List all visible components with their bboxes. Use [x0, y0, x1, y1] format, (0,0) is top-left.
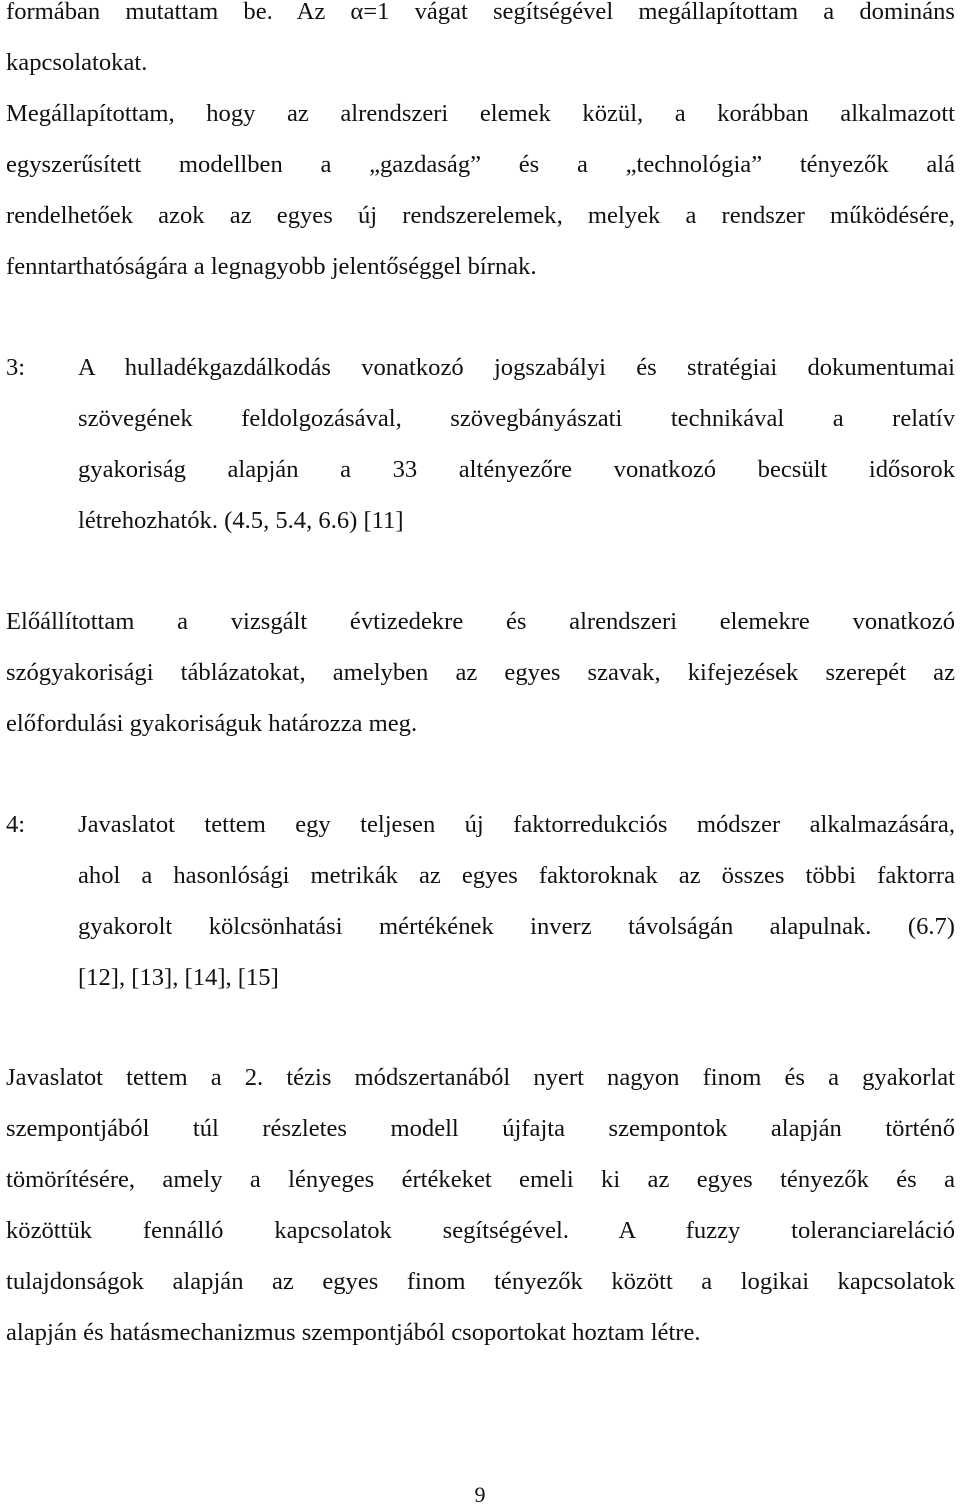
- text-line: egyszerűsített modellben a „gazdaság” és a „technológia” tényezők alá: [6, 151, 955, 178]
- text-line: közöttük fennálló kapcsolatok segítségével. A fuzzy toleranciareláció: [6, 1217, 955, 1244]
- text-line: tulajdonságok alapján az egyes finom tényezők között a logikai kapcsolatok: [6, 1268, 955, 1295]
- text-line: előfordulási gyakoriságuk határozza meg.: [6, 710, 418, 737]
- text-line: Javaslatot tettem egy teljesen új faktorredukciós módszer alkalmazására,: [78, 811, 955, 838]
- text-line: formában mutattam be. Az α=1 vágat segítségével megállapítottam a domináns: [6, 0, 955, 25]
- text-line: szövegének feldolgozásával, szövegbányászati technikával a relatív: [78, 405, 955, 432]
- text-line: rendelhetőek azok az egyes új rendszerelemek, melyek a rendszer működésére,: [6, 202, 955, 229]
- text-line: [12], [13], [14], [15]: [78, 964, 279, 991]
- text-line: tömörítésére, amely a lényeges értékeket emeli ki az egyes tényezők és a: [6, 1166, 955, 1193]
- text-line: Előállítottam a vizsgált évtizedekre és alrendszeri elemekre vonatkozó: [6, 608, 955, 635]
- text-line: alapján és hatásmechanizmus szempontjából csoportokat hoztam létre.: [6, 1319, 701, 1346]
- text-line: létrehozhatók. (4.5, 5.4, 6.6) [11]: [78, 507, 404, 534]
- text-line: gyakoriság alapján a 33 altényezőre vonatkozó becsült idősorok: [78, 456, 955, 483]
- thesis-number: 4:: [6, 811, 26, 838]
- text-line: gyakorolt kölcsönhatási mértékének inverz távolságán alapulnak. (6.7): [78, 913, 955, 940]
- page-number: 9: [474, 1482, 486, 1507]
- text-line: Megállapítottam, hogy az alrendszeri elemek közül, a korábban alkalmazott: [6, 100, 955, 127]
- text-line: szempontjából túl részletes modell újfajta szempontok alapján történő: [6, 1115, 955, 1142]
- text-line: szógyakorisági táblázatokat, amelyben az egyes szavak, kifejezések szerepét az: [6, 659, 955, 686]
- text-line: Javaslatot tettem a 2. tézis módszertanából nyert nagyon finom és a gyakorlat: [6, 1064, 955, 1091]
- text-line: ahol a hasonlósági metrikák az egyes faktoroknak az összes többi faktorra: [78, 862, 955, 889]
- text-line: kapcsolatokat.: [6, 49, 148, 76]
- text-line: fenntarthatóságára a legnagyobb jelentőséggel bírnak.: [6, 253, 537, 280]
- thesis-number: 3:: [6, 354, 26, 381]
- text-line: A hulladékgazdálkodás vonatkozó jogszabályi és stratégiai dokumentumai: [78, 354, 955, 381]
